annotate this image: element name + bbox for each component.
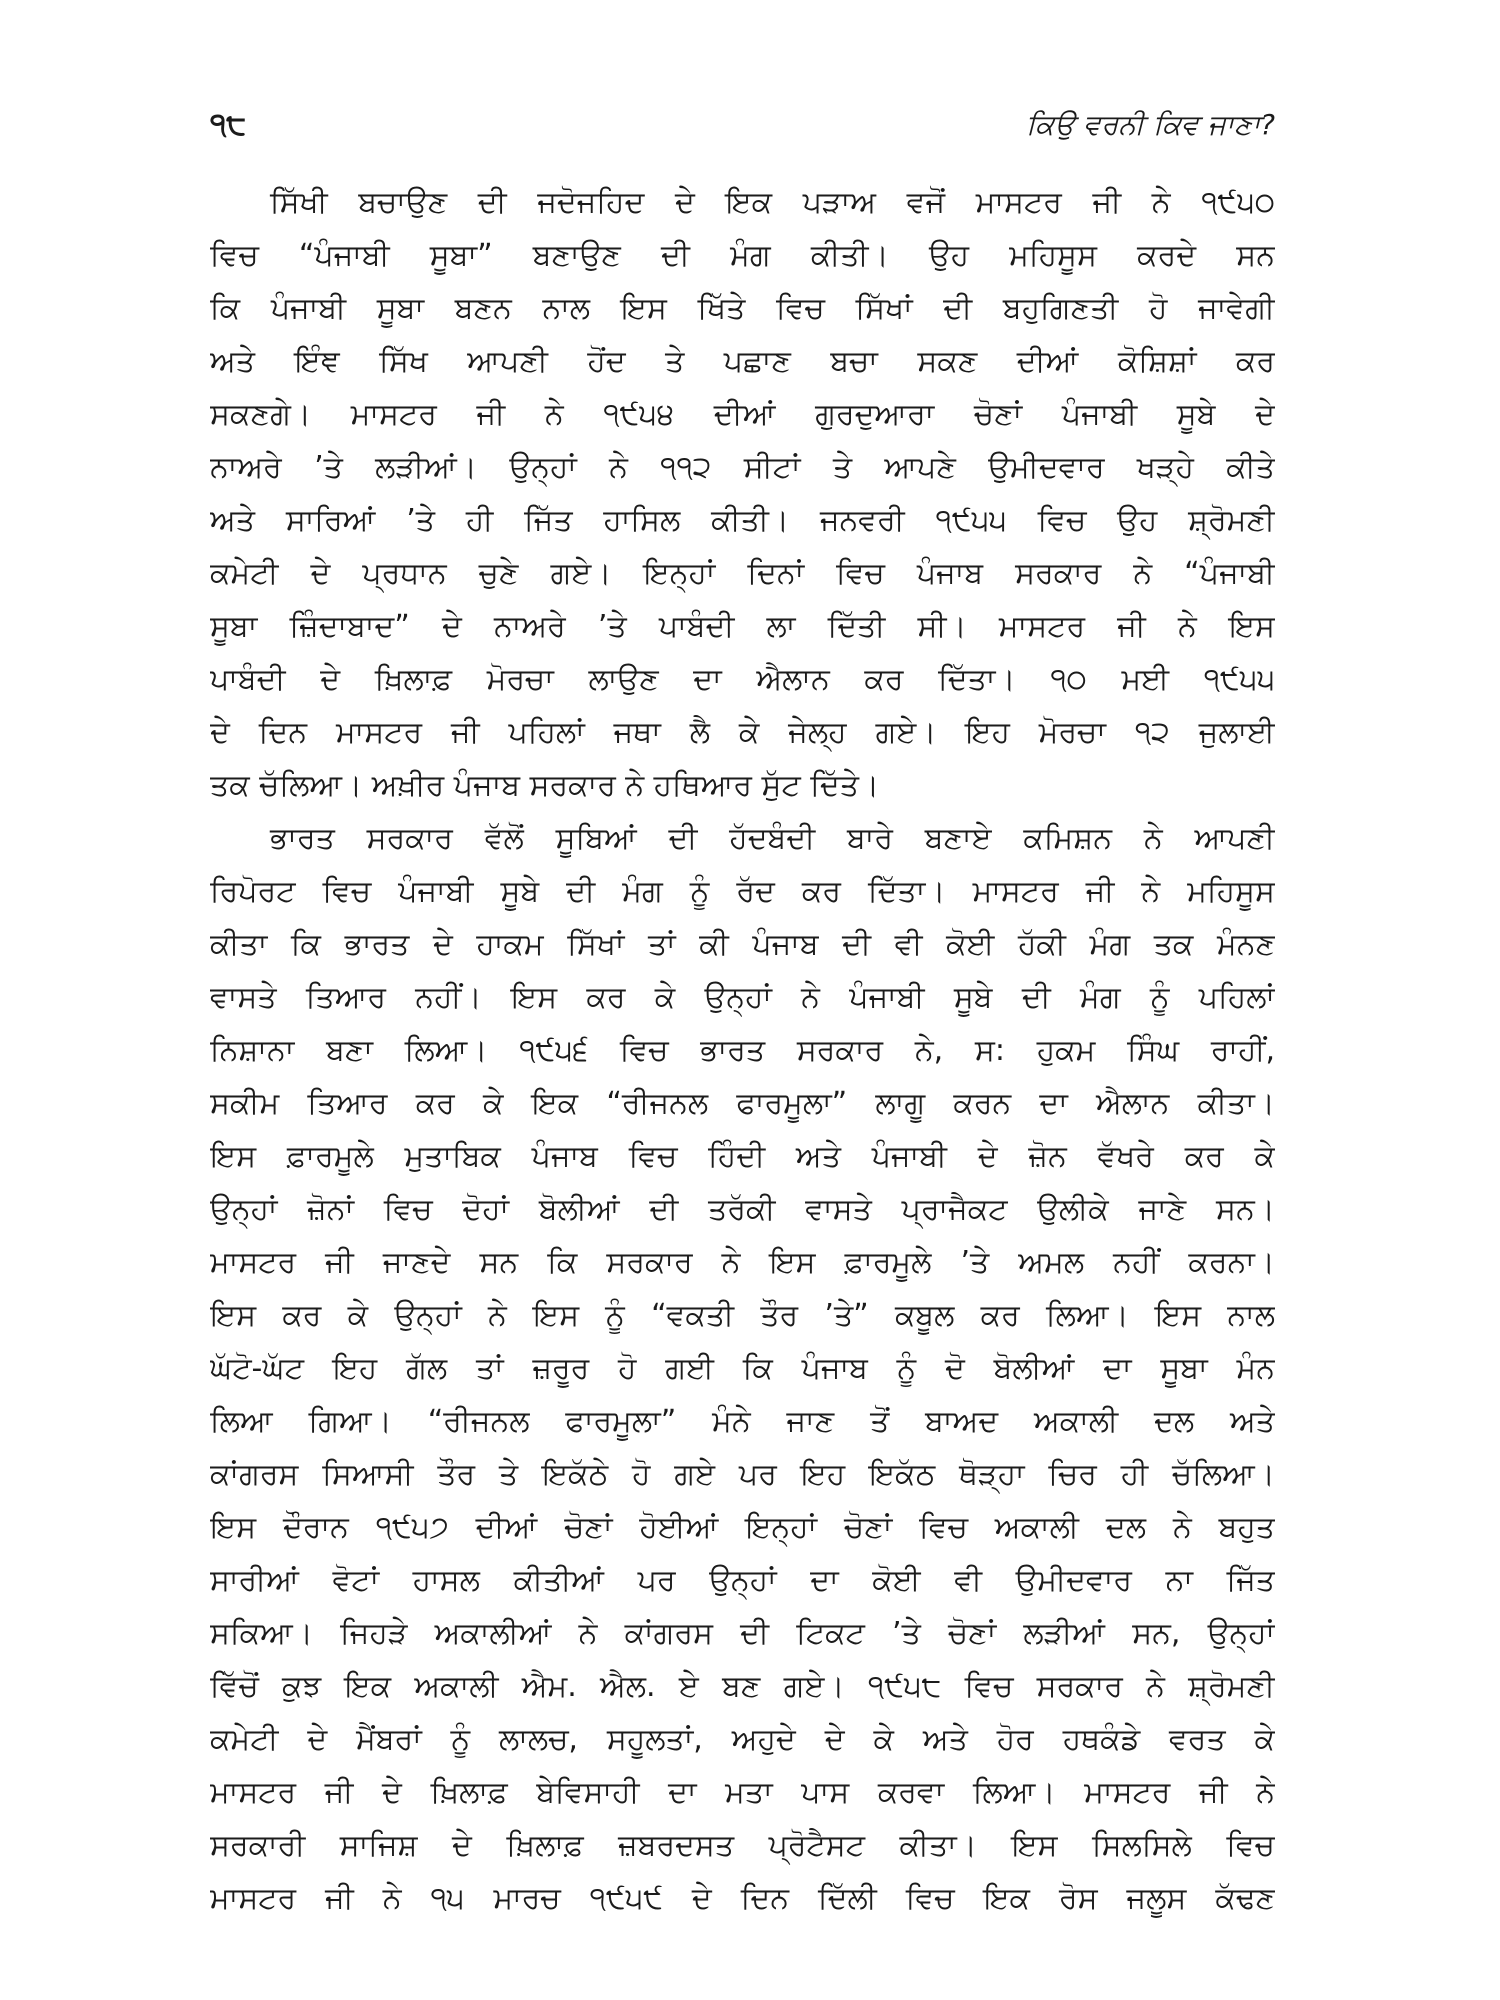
text-line: ਘੱਟੋ-ਘੱਟ ਇਹ ਗੱਲ ਤਾਂ ਜ਼ਰੂਰ ਹੋ ਗਈ ਕਿ ਪੰਜਾਬ ਨੂੰ ਦੋ ਬੋਲੀਆਂ ਦਾ ਸੂਬਾ ਮੰਨ [210, 1351, 1275, 1386]
text-line: ਸਕੀਮ ਤਿਆਰ ਕਰ ਕੇ ਇਕ “ਰੀਜਨਲ ਫਾਰਮੂਲਾ” ਲਾਗੂ ਕਰਨ ਦਾ ਐਲਾਨ ਕੀਤਾ। [210, 1086, 1275, 1121]
text-line: ਨਿਸ਼ਾਨਾ ਬਣਾ ਲਿਆ। ੧੯੫੬ ਵਿਚ ਭਾਰਤ ਸਰਕਾਰ ਨੇ, ਸ: ਹੁਕਮ ਸਿੰਘ ਰਾਹੀਂ, [210, 1033, 1275, 1068]
page-number: ੧੮ [210, 107, 247, 142]
text-line: ਸਰਕਾਰੀ ਸਾਜਿਸ਼ ਦੇ ਖ਼ਿਲਾਫ਼ ਜ਼ਬਰਦਸਤ ਪ੍ਰੋਟੈਸਟ ਕੀਤਾ। ਇਸ ਸਿਲਸਿਲੇ ਵਿਚ [210, 1828, 1275, 1863]
text-line: ਪਾਬੰਦੀ ਦੇ ਖ਼ਿਲਾਫ਼ ਮੋਰਚਾ ਲਾਉਣ ਦਾ ਐਲਾਨ ਕਰ ਦਿੱਤਾ। ੧੦ ਮਈ ੧੯੫੫ [210, 662, 1275, 697]
text-line: ਕਮੇਟੀ ਦੇ ਪ੍ਰਧਾਨ ਚੁਣੇ ਗਏ। ਇਨ੍ਹਾਂ ਦਿਨਾਂ ਵਿਚ ਪੰਜਾਬ ਸਰਕਾਰ ਨੇ “ਪੰਜਾਬੀ [210, 556, 1275, 591]
text-line: ਤਕ ਚੱਲਿਆ। ਅਖ਼ੀਰ ਪੰਜਾਬ ਸਰਕਾਰ ਨੇ ਹਥਿਆਰ ਸੁੱਟ ਦਿੱਤੇ। [210, 768, 880, 803]
text-line: ਅਤੇ ਸਾਰਿਆਂ ’ਤੇ ਹੀ ਜਿੱਤ ਹਾਸਿਲ ਕੀਤੀ। ਜਨਵਰੀ ੧੯੫੫ ਵਿਚ ਉਹ ਸ਼੍ਰੋਮਣੀ [210, 503, 1275, 538]
text-line: ਉਨ੍ਹਾਂ ਜ਼ੋਨਾਂ ਵਿਚ ਦੋਹਾਂ ਬੋਲੀਆਂ ਦੀ ਤਰੱਕੀ ਵਾਸਤੇ ਪ੍ਰਾਜੈਕਟ ਉਲੀਕੇ ਜਾਣੇ ਸਨ। [210, 1192, 1275, 1227]
text-line: ਕਿ ਪੰਜਾਬੀ ਸੂਬਾ ਬਣਨ ਨਾਲ ਇਸ ਖਿੱਤੇ ਵਿਚ ਸਿੱਖਾਂ ਦੀ ਬਹੁਗਿਣਤੀ ਹੋ ਜਾਵੇਗੀ [210, 291, 1275, 326]
text-line: ਇਸ ਕਰ ਕੇ ਉਨ੍ਹਾਂ ਨੇ ਇਸ ਨੂੰ “ਵਕਤੀ ਤੌਰ ’ਤੇ” ਕਬੂਲ ਕਰ ਲਿਆ। ਇਸ ਨਾਲ [210, 1298, 1275, 1333]
book-title: ਕਿਉ ਵਰਨੀ ਕਿਵ ਜਾਣਾ? [1026, 108, 1275, 141]
text-line: ਸਕਿਆ। ਜਿਹੜੇ ਅਕਾਲੀਆਂ ਨੇ ਕਾਂਗਰਸ ਦੀ ਟਿਕਟ ’ਤੇ ਚੋਣਾਂ ਲੜੀਆਂ ਸਨ, ਉਨ੍ਹਾਂ [210, 1616, 1275, 1651]
text-line: ਦੇ ਦਿਨ ਮਾਸਟਰ ਜੀ ਪਹਿਲਾਂ ਜਥਾ ਲੈ ਕੇ ਜੇਲ੍ਹ ਗਏ। ਇਹ ਮੋਰਚਾ ੧੨ ਜੁਲਾਈ [210, 715, 1275, 750]
text-line: ਕੀਤਾ ਕਿ ਭਾਰਤ ਦੇ ਹਾਕਮ ਸਿੱਖਾਂ ਤਾਂ ਕੀ ਪੰਜਾਬ ਦੀ ਵੀ ਕੋਈ ਹੱਕੀ ਮੰਗ ਤਕ ਮੰਨਣ [210, 927, 1275, 962]
text-line: ਅਤੇ ਇੰਞ ਸਿੱਖ ਆਪਣੀ ਹੋਂਦ ਤੇ ਪਛਾਣ ਬਚਾ ਸਕਣ ਦੀਆਂ ਕੋਸ਼ਿਸ਼ਾਂ ਕਰ [210, 344, 1275, 379]
text-line: ਵਿਚ “ਪੰਜਾਬੀ ਸੂਬਾ” ਬਣਾਉਣ ਦੀ ਮੰਗ ਕੀਤੀ। ਉਹ ਮਹਿਸੂਸ ਕਰਦੇ ਸਨ [210, 238, 1275, 273]
text-line: ਵਿੱਚੋਂ ਕੁਝ ਇਕ ਅਕਾਲੀ ਐਮ. ਐਲ. ਏ ਬਣ ਗਏ। ੧੯੫੮ ਵਿਚ ਸਰਕਾਰ ਨੇ ਸ਼੍ਰੋਮਣੀ [210, 1669, 1275, 1704]
text-line: ਸਾਰੀਆਂ ਵੋਟਾਂ ਹਾਸਲ ਕੀਤੀਆਂ ਪਰ ਉਨ੍ਹਾਂ ਦਾ ਕੋਈ ਵੀ ਉਮੀਦਵਾਰ ਨਾ ਜਿੱਤ [210, 1563, 1275, 1598]
text-line: ਕਮੇਟੀ ਦੇ ਮੈਂਬਰਾਂ ਨੂੰ ਲਾਲਚ, ਸਹੂਲਤਾਂ, ਅਹੁਦੇ ਦੇ ਕੇ ਅਤੇ ਹੋਰ ਹਥਕੰਡੇ ਵਰਤ ਕੇ [210, 1722, 1275, 1757]
body-text [210, 176, 1275, 1925]
text-line: ਰਿਪੋਰਟ ਵਿਚ ਪੰਜਾਬੀ ਸੂਬੇ ਦੀ ਮੰਗ ਨੂੰ ਰੱਦ ਕਰ ਦਿੱਤਾ। ਮਾਸਟਰ ਜੀ ਨੇ ਮਹਿਸੂਸ [210, 874, 1275, 909]
text-line: ਮਾਸਟਰ ਜੀ ਨੇ ੧੫ ਮਾਰਚ ੧੯੫੯ ਦੇ ਦਿਨ ਦਿੱਲੀ ਵਿਚ ਇਕ ਰੋਸ ਜਲੂਸ ਕੱਢਣ [210, 1881, 1275, 1916]
text-line: ਸੂਬਾ ਜ਼ਿੰਦਾਬਾਦ” ਦੇ ਨਾਅਰੇ ’ਤੇ ਪਾਬੰਦੀ ਲਾ ਦਿੱਤੀ ਸੀ। ਮਾਸਟਰ ਜੀ ਨੇ ਇਸ [210, 609, 1275, 644]
text-line: ਸਿੱਖੀ ਬਚਾਉਣ ਦੀ ਜਦੋਜਹਿਦ ਦੇ ਇਕ ਪੜਾਅ ਵਜੋਂ ਮਾਸਟਰ ਜੀ ਨੇ ੧੯੫੦ [270, 185, 1275, 220]
text-line: ਇਸ ਦੌਰਾਨ ੧੯੫੭ ਦੀਆਂ ਚੋਣਾਂ ਹੋਈਆਂ ਇਨ੍ਹਾਂ ਚੋਣਾਂ ਵਿਚ ਅਕਾਲੀ ਦਲ ਨੇ ਬਹੁਤ [210, 1510, 1275, 1545]
text-line: ਸਕਣਗੇ। ਮਾਸਟਰ ਜੀ ਨੇ ੧੯੫੪ ਦੀਆਂ ਗੁਰਦੁਆਰਾ ਚੋਣਾਂ ਪੰਜਾਬੀ ਸੂਬੇ ਦੇ [210, 397, 1275, 432]
text-line: ਕਾਂਗਰਸ ਸਿਆਸੀ ਤੌਰ ਤੇ ਇਕੱਠੇ ਹੋ ਗਏ ਪਰ ਇਹ ਇਕੱਠ ਥੋੜ੍ਹਾ ਚਿਰ ਹੀ ਚੱਲਿਆ। [210, 1457, 1275, 1492]
running-head [210, 100, 1275, 150]
text-line: ਨਾਅਰੇ ’ਤੇ ਲੜੀਆਂ। ਉਨ੍ਹਾਂ ਨੇ ੧੧੨ ਸੀਟਾਂ ਤੇ ਆਪਣੇ ਉਮੀਦਵਾਰ ਖੜ੍ਹੇ ਕੀਤੇ [210, 450, 1275, 485]
text-line: ਇਸ ਫ਼ਾਰਮੂਲੇ ਮੁਤਾਬਿਕ ਪੰਜਾਬ ਵਿਚ ਹਿੰਦੀ ਅਤੇ ਪੰਜਾਬੀ ਦੇ ਜ਼ੋਨ ਵੱਖਰੇ ਕਰ ਕੇ [210, 1139, 1275, 1174]
text-line: ਵਾਸਤੇ ਤਿਆਰ ਨਹੀਂ। ਇਸ ਕਰ ਕੇ ਉਨ੍ਹਾਂ ਨੇ ਪੰਜਾਬੀ ਸੂਬੇ ਦੀ ਮੰਗ ਨੂੰ ਪਹਿਲਾਂ [210, 980, 1275, 1015]
text-line: ਮਾਸਟਰ ਜੀ ਜਾਣਦੇ ਸਨ ਕਿ ਸਰਕਾਰ ਨੇ ਇਸ ਫ਼ਾਰਮੂਲੇ ’ਤੇ ਅਮਲ ਨਹੀਂ ਕਰਨਾ। [210, 1245, 1275, 1280]
text-line: ਭਾਰਤ ਸਰਕਾਰ ਵੱਲੋਂ ਸੂਬਿਆਂ ਦੀ ਹੱਦਬੰਦੀ ਬਾਰੇ ਬਣਾਏ ਕਮਿਸ਼ਨ ਨੇ ਆਪਣੀ [270, 821, 1275, 856]
text-line: ਲਿਆ ਗਿਆ। “ਰੀਜਨਲ ਫਾਰਮੂਲਾ” ਮੰਨੇ ਜਾਣ ਤੋਂ ਬਾਅਦ ਅਕਾਲੀ ਦਲ ਅਤੇ [210, 1404, 1275, 1439]
text-line: ਮਾਸਟਰ ਜੀ ਦੇ ਖ਼ਿਲਾਫ਼ ਬੇਵਿਸਾਹੀ ਦਾ ਮਤਾ ਪਾਸ ਕਰਵਾ ਲਿਆ। ਮਾਸਟਰ ਜੀ ਨੇ [210, 1775, 1275, 1810]
